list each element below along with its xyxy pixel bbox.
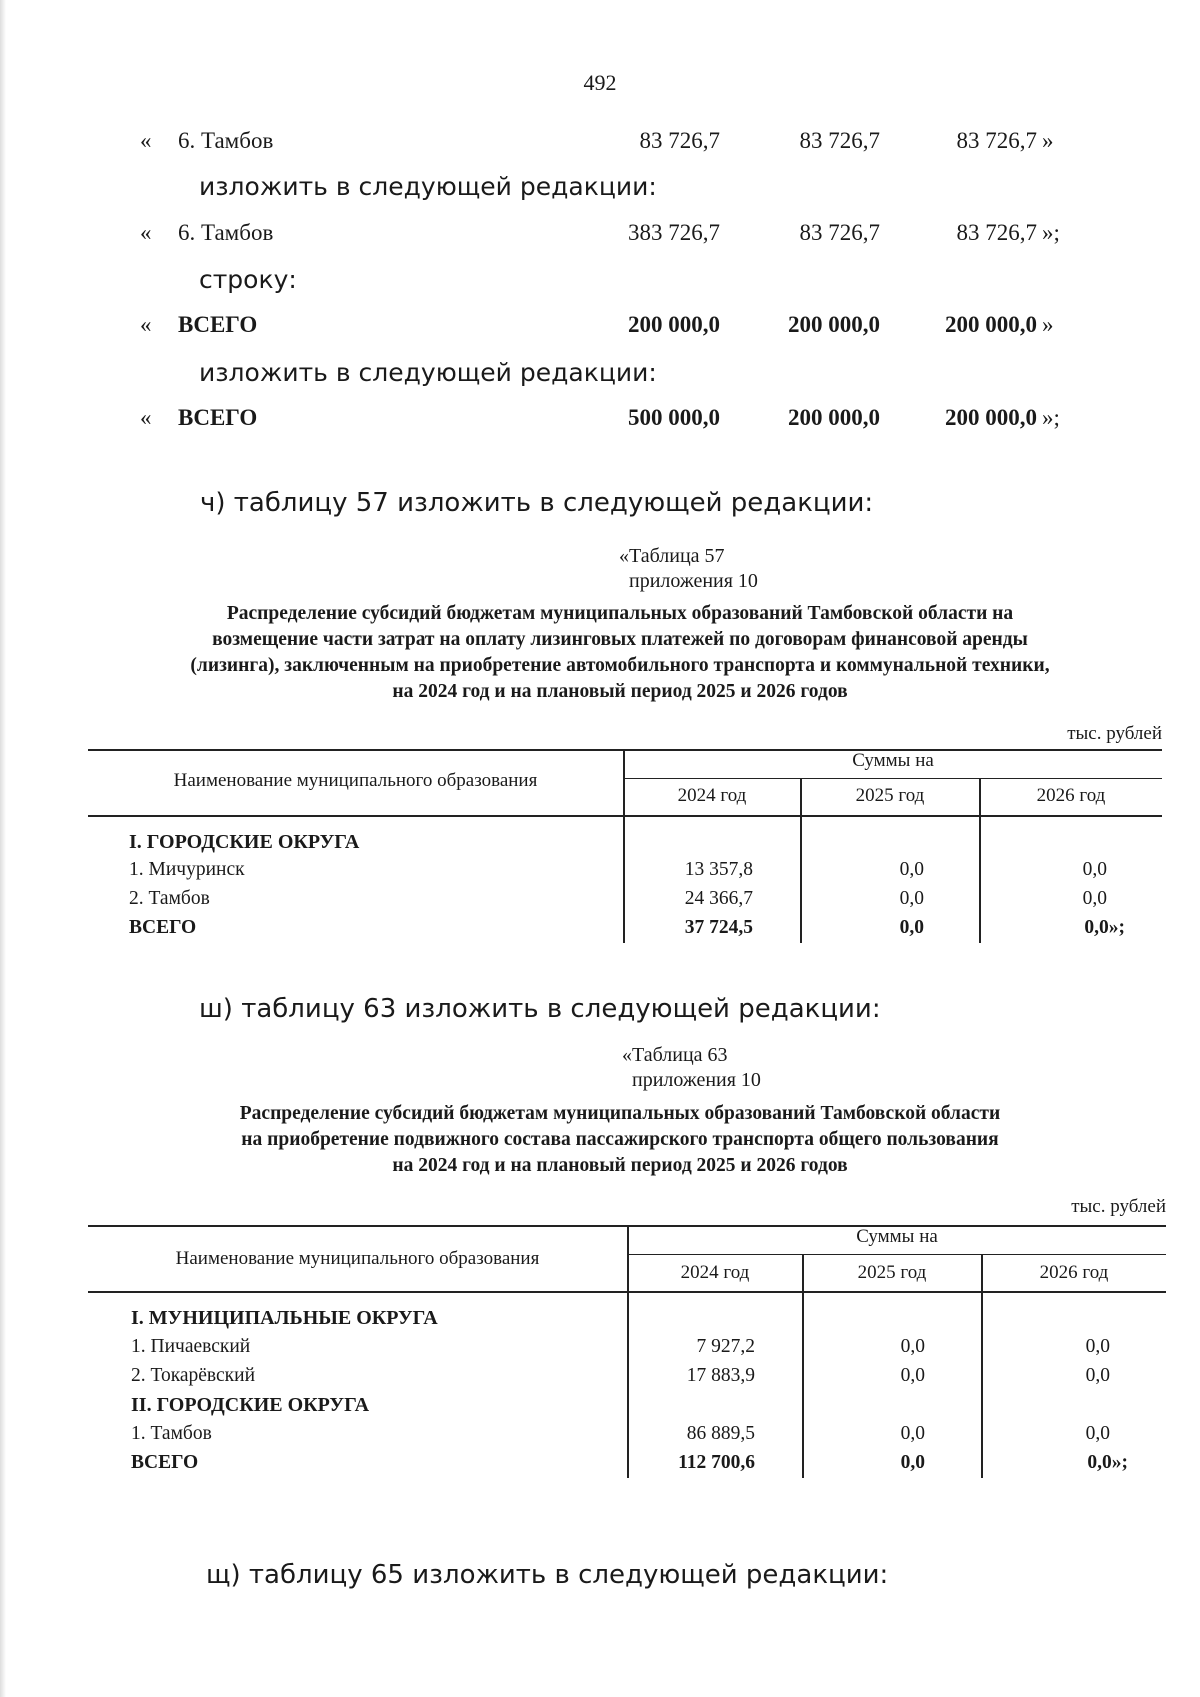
open-quote: « [140,128,152,153]
header-year-2024: 2024 год [680,1262,750,1283]
open-quote: « [140,220,152,245]
close-quote: »; [1042,405,1060,430]
row-name: 1. Пичаевский [131,1336,251,1357]
value-2026: 200 000,0 [945,312,1037,337]
cell-2024: 24 366,7 [684,888,753,909]
cell-2024: 13 357,8 [684,859,753,880]
open-quote: « [140,312,152,337]
row-name: II. ГОРОДСКИЕ ОКРУГА [131,1394,370,1416]
cell-2025: 0,0 [900,1365,925,1386]
value-2024: 500 000,0 [628,405,720,430]
title-line: на 2024 год и на плановый период 2025 и 2026 годов [392,1155,848,1176]
close-quote: » [1042,128,1054,153]
title-line: Распределение субсидий бюджетам муниципальных образований Тамбовской области [239,1103,1001,1124]
cell-2024: 17 883,9 [686,1365,755,1386]
instruction-redaction: изложить в следующей редакции: [199,172,657,201]
row-name: ВСЕГО [178,405,258,430]
value-2024: 200 000,0 [628,312,720,337]
cell-2025: 0,0 [899,888,924,909]
table-row [131,1391,1131,1419]
table-row [131,1333,1131,1361]
cell-2024: 7 927,2 [696,1336,755,1357]
scan-edge [0,0,6,1697]
cell-2025: 0,0 [899,859,924,880]
value-2025: 83 726,7 [799,220,880,245]
row-name: 6. Тамбов [178,220,274,245]
table-row [131,1362,1131,1390]
amend-row-new-total [0,405,1200,439]
cell-2026: 0,0»; [1087,1452,1128,1473]
table-border [624,778,1162,779]
table-row [131,1304,1131,1332]
table63-caption-appendix: приложения 10 [632,1069,761,1091]
value-2026: 83 726,7 [956,220,1037,245]
cell-2026: 0,0»; [1084,917,1125,938]
table63-units: тыс. рублей [1071,1196,1166,1217]
title-line: на приобретение подвижного состава пассажирского транспорта общего пользования [241,1129,999,1150]
title-line: на 2024 год и на плановый период 2025 и 2026 годов [392,681,848,702]
amend-row-old-tambov [0,128,1200,162]
table57-caption-appendix: приложения 10 [629,570,758,592]
cell-2026: 0,0 [1082,888,1107,909]
value-2025: 200 000,0 [788,312,880,337]
value-2024: 383 726,7 [628,220,720,245]
cell-2026: 0,0 [1085,1336,1110,1357]
table57-caption-number: «Таблица 57 [619,545,725,567]
cell-2025: 0,0 [900,1336,925,1357]
cell-2024: 86 889,5 [686,1423,755,1444]
cell-2024: 112 700,6 [678,1452,755,1473]
table-row [129,885,1129,913]
table63-title [110,1101,1130,1179]
open-quote: « [140,405,152,430]
value-2026: 200 000,0 [945,405,1037,430]
table-row-total [131,1449,1131,1477]
value-2025: 200 000,0 [788,405,880,430]
header-name: Наименование муниципального образования [175,1248,540,1269]
amend-row-new-tambov [0,220,1200,254]
title-line: Распределение субсидий бюджетам муниципальных образований Тамбовской области на [226,603,1014,624]
header-year-2025: 2025 год [857,1262,927,1283]
header-year-2026: 2026 год [1039,1262,1109,1283]
instruction-row: строку: [199,265,297,294]
cell-2026: 0,0 [1085,1365,1110,1386]
table-row [129,856,1129,884]
row-name: ВСЕГО [129,917,197,938]
table-border [628,1254,1166,1255]
close-quote: » [1042,312,1054,337]
row-name: I. МУНИЦИПАЛЬНЫЕ ОКРУГА [131,1307,438,1329]
value-2024: 83 726,7 [639,128,720,153]
header-year-2026: 2026 год [1036,785,1106,806]
row-name: 2. Тамбов [129,888,210,909]
cell-2024: 37 724,5 [684,917,753,938]
table-row [131,1420,1131,1448]
cell-2026: 0,0 [1082,859,1107,880]
header-name: Наименование муниципального образования [173,770,538,791]
cell-2025: 0,0 [900,1423,925,1444]
row-name: 2. Токарёвский [131,1365,256,1386]
row-name: 6. Тамбов [178,128,274,153]
header-sums: Суммы на [852,750,934,771]
title-line: (лизинга), заключенным на приобретение автомобильного транспорта и коммунальной техники, [190,655,1050,676]
header-year-2024: 2024 год [677,785,747,806]
value-2025: 83 726,7 [799,128,880,153]
section-ch-instruction: ч) таблицу 57 изложить в следующей редакции: [200,488,874,518]
row-name: ВСЕГО [178,312,258,337]
title-line: возмещение части затрат на оплату лизинговых платежей по договорам финансовой аренды [212,629,1028,650]
section-sh-instruction: ш) таблицу 63 изложить в следующей редакции: [199,994,881,1024]
table63-caption-number: «Таблица 63 [622,1044,728,1066]
cell-2025: 0,0 [899,917,924,938]
page-number: 492 [583,70,617,95]
cell-2025: 0,0 [900,1452,925,1473]
row-name: ВСЕГО [131,1452,199,1473]
table57-title [110,601,1130,705]
table-row-total [129,914,1129,942]
section-shch-instruction: щ) таблицу 65 изложить в следующей редакции: [206,1560,889,1590]
amend-row-old-total [0,312,1200,346]
header-sums: Суммы на [856,1226,938,1247]
table-row [129,828,1129,856]
close-quote: »; [1042,220,1060,245]
row-name: 1. Тамбов [131,1423,212,1444]
instruction-redaction: изложить в следующей редакции: [199,358,657,387]
header-year-2025: 2025 год [855,785,925,806]
value-2026: 83 726,7 [956,128,1037,153]
row-name: I. ГОРОДСКИЕ ОКРУГА [129,831,360,853]
table57-units: тыс. рублей [1067,723,1162,744]
cell-2026: 0,0 [1085,1423,1110,1444]
table-border [88,815,1162,817]
row-name: 1. Мичуринск [129,859,245,880]
